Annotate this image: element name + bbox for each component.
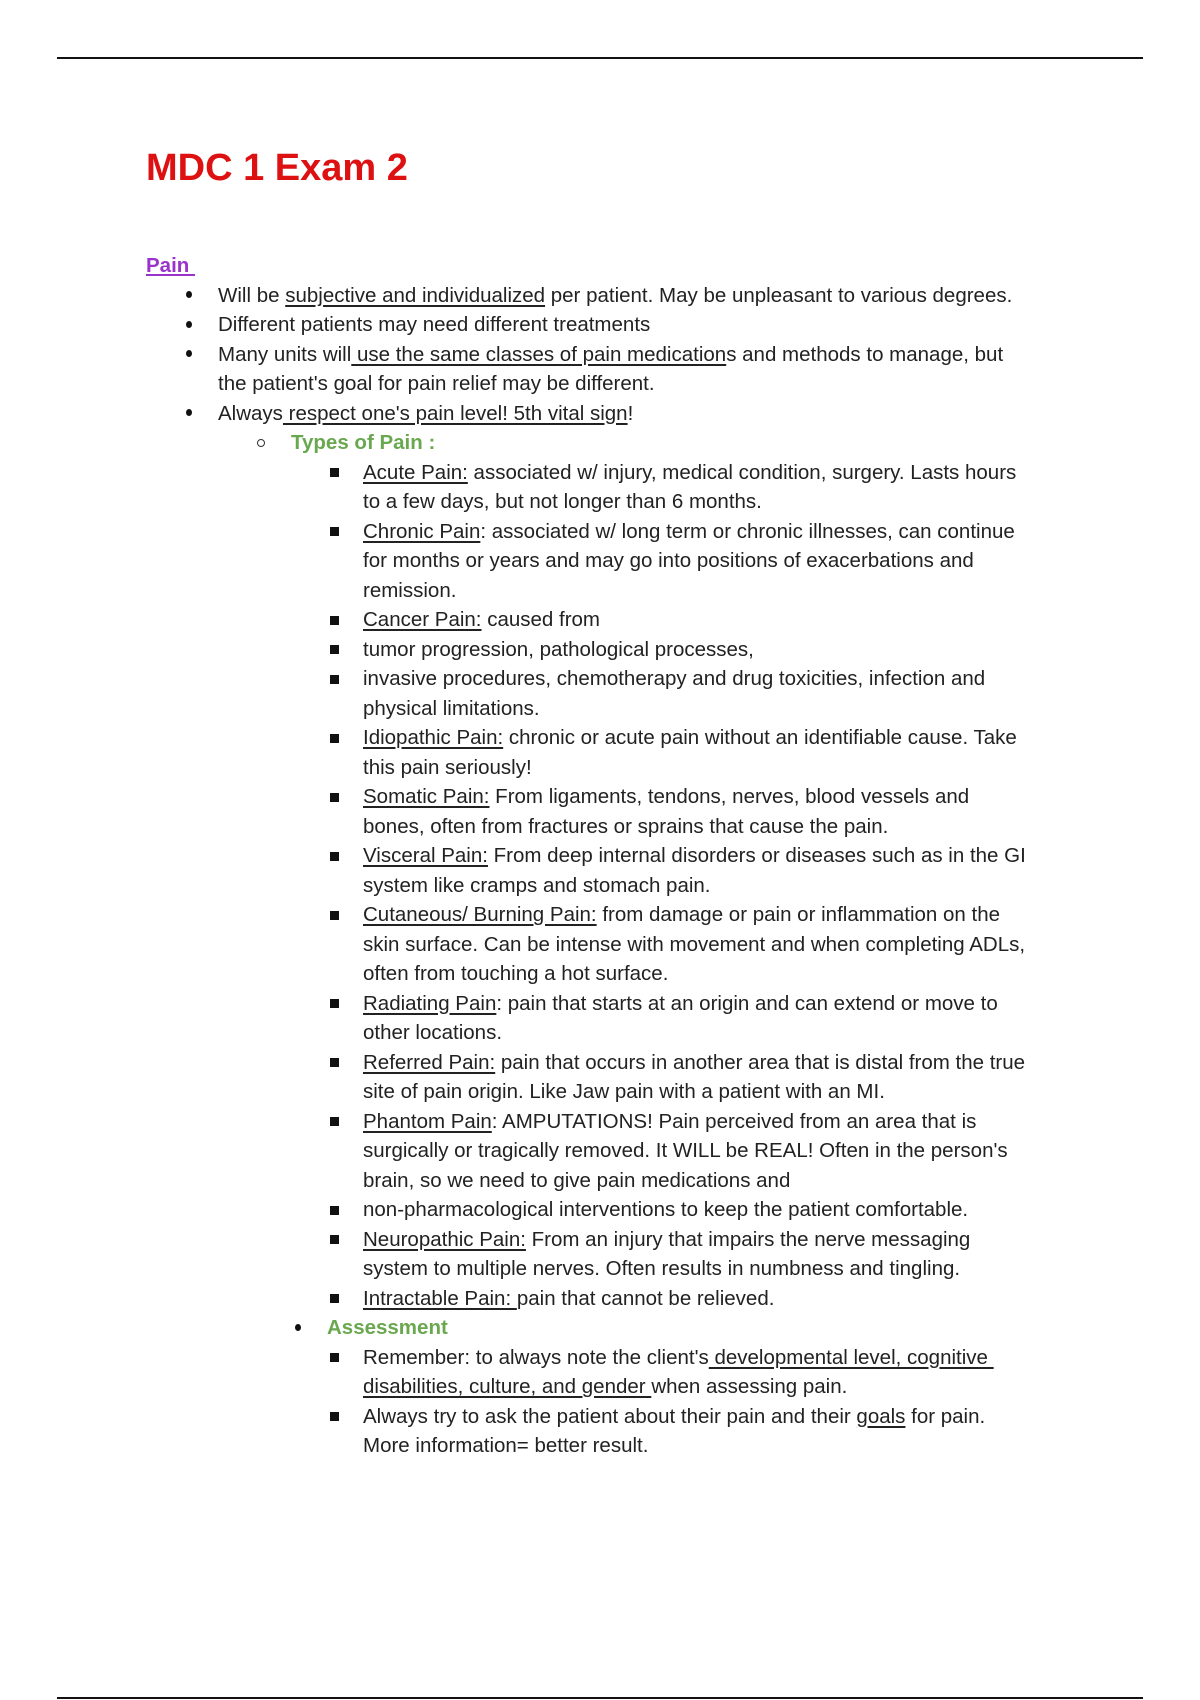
bullet-disc-icon — [186, 409, 192, 416]
underlined-text: Visceral Pain: — [363, 844, 488, 867]
list-item — [363, 1402, 985, 1461]
page-bottom-rule — [57, 1697, 1143, 1699]
text: Different patients may need different treatments — [218, 313, 651, 336]
list-item — [363, 458, 1016, 517]
bullet-disc-icon — [186, 321, 192, 328]
underlined-text: Intractable Pain: — [363, 1286, 517, 1310]
underlined-text: respect one's pain level! 5th vital sign — [282, 401, 628, 425]
underlined-text: Cancer Pain: — [363, 608, 482, 631]
underlined-text: Chronic Pain — [363, 519, 481, 543]
list-item — [363, 900, 1025, 989]
list-item — [363, 664, 985, 723]
text: from damage or pain or inflammation on the skin surface. Can be intense with movement and when completing ADLs, often from touching a hot surface. — [363, 903, 1026, 985]
underlined-text: goals — [856, 1404, 906, 1428]
text: From ligaments, tendons, nerves, blood vessels and bones, often from fractures or sprains that cause the pain. — [363, 785, 970, 838]
list-item — [363, 1195, 968, 1225]
text: for pain. More information= better result. — [363, 1404, 986, 1457]
text: Always try to ask the patient about their pain and their — [363, 1404, 857, 1428]
subheading-item — [327, 1313, 448, 1343]
text: : AMPUTATIONS! Pain perceived from an area that is surgically or tragically removed. It WILL be REAL! Often in the person's brain, so we need to give pain medications and — [363, 1109, 1008, 1192]
underlined-text: Radiating Pain — [363, 991, 497, 1015]
bullet-square-icon — [330, 1353, 339, 1362]
bullet-circle-icon — [257, 439, 265, 447]
list-item — [218, 281, 1012, 311]
list-item — [363, 1048, 1025, 1107]
bullet-square-icon — [330, 616, 339, 625]
list-item — [363, 605, 600, 635]
bullet-square-icon — [330, 793, 339, 802]
bullet-square-icon — [330, 734, 339, 743]
text: s and methods to manage, but the patient's goal for pain relief may be different. — [218, 342, 1004, 395]
text: Many units will — [218, 342, 352, 366]
list-item — [363, 1225, 970, 1284]
text: Will be — [218, 283, 286, 307]
bullet-square-icon — [330, 1294, 339, 1303]
text: invasive procedures, chemotherapy and drug toxicities, infection and physical limitations. — [363, 667, 986, 720]
list-item — [363, 782, 969, 841]
underlined-text: Somatic Pain: — [363, 785, 490, 808]
bullet-square-icon — [330, 1206, 339, 1215]
underlined-text: Idiopathic Pain: — [363, 726, 504, 749]
text: From an injury that impairs the nerve messaging system to multiple nerves. Often results in numbness and tingling. — [363, 1227, 971, 1280]
bullet-square-icon — [330, 1235, 339, 1244]
text: pain that occurs in another area that is distal from the true site of pain origin. Like Jaw pain with a patient with an MI. — [363, 1050, 1026, 1103]
list-item — [363, 841, 1026, 900]
list-item — [363, 1107, 1008, 1196]
document-title: MDC 1 Exam 2 — [146, 147, 408, 189]
list-item — [218, 310, 650, 340]
underlined-text: Cutaneous/ Burning Pain: — [363, 903, 597, 926]
bullet-disc-icon — [186, 291, 192, 298]
text: ! — [627, 401, 634, 425]
underlined-text: use the same classes of pain medication — [351, 342, 727, 366]
text: : associated w/ long term or chronic illnesses, can continue for months or years and may go into positions of exacerbations and remission. — [363, 519, 1015, 602]
underlined-text: Referred Pain: — [363, 1050, 496, 1074]
section-heading-pain: Pain — [146, 254, 195, 277]
bullet-square-icon — [330, 852, 339, 861]
text: : pain that starts at an origin and can extend or move to other locations. — [363, 991, 998, 1044]
bullet-square-icon — [330, 675, 339, 684]
bullet-square-icon — [330, 911, 339, 920]
text: per patient. May be unpleasant to various degrees. — [545, 283, 1013, 307]
text: Remember: to always note the client's — [363, 1345, 709, 1369]
list-item — [363, 723, 1017, 782]
text: associated w/ injury, medical condition, surgery. Lasts hours to a few days, but not longer than 6 months. — [363, 460, 1017, 513]
text: caused from — [481, 608, 601, 631]
underlined-text: Acute Pain: — [363, 460, 468, 484]
bullet-square-icon — [330, 1412, 339, 1421]
text: non-pharmacological interventions to keep the patient comfortable. — [363, 1198, 969, 1221]
list-item — [218, 399, 633, 429]
bullet-square-icon — [330, 1058, 339, 1067]
bullet-square-icon — [330, 999, 339, 1008]
text: chronic or acute pain without an identifiable cause. Take this pain seriously! — [363, 726, 1017, 779]
bullet-square-icon — [330, 527, 339, 536]
bullet-disc-icon — [186, 350, 192, 357]
text: tumor progression, pathological processes, — [363, 637, 754, 661]
list-item — [363, 989, 998, 1048]
bullet-disc-icon — [295, 1324, 301, 1331]
subheading-item — [291, 428, 435, 458]
text: Types of Pain : — [291, 431, 436, 454]
list-item — [363, 635, 754, 665]
page-top-rule — [57, 57, 1143, 59]
bullet-square-icon — [330, 1117, 339, 1126]
list-item — [363, 1284, 774, 1314]
list-item — [218, 340, 1003, 399]
list-item — [363, 1343, 994, 1402]
text: pain that cannot be relieved. — [516, 1286, 775, 1310]
text: Always — [218, 401, 283, 425]
text: From deep internal disorders or diseases such as in the GI system like cramps and stomach pain. — [363, 844, 1026, 897]
bullet-square-icon — [330, 645, 339, 654]
text: when assessing pain. — [651, 1375, 848, 1398]
underlined-text: subjective and individualized — [285, 283, 546, 307]
underlined-text: Phantom Pain — [363, 1109, 492, 1133]
text: Assessment — [327, 1316, 448, 1339]
underlined-text: Neuropathic Pain: — [363, 1227, 526, 1251]
underlined-text: developmental level, cognitive disabilities, culture, and gender — [363, 1345, 988, 1398]
list-item — [363, 517, 1015, 606]
bullet-square-icon — [330, 468, 339, 477]
